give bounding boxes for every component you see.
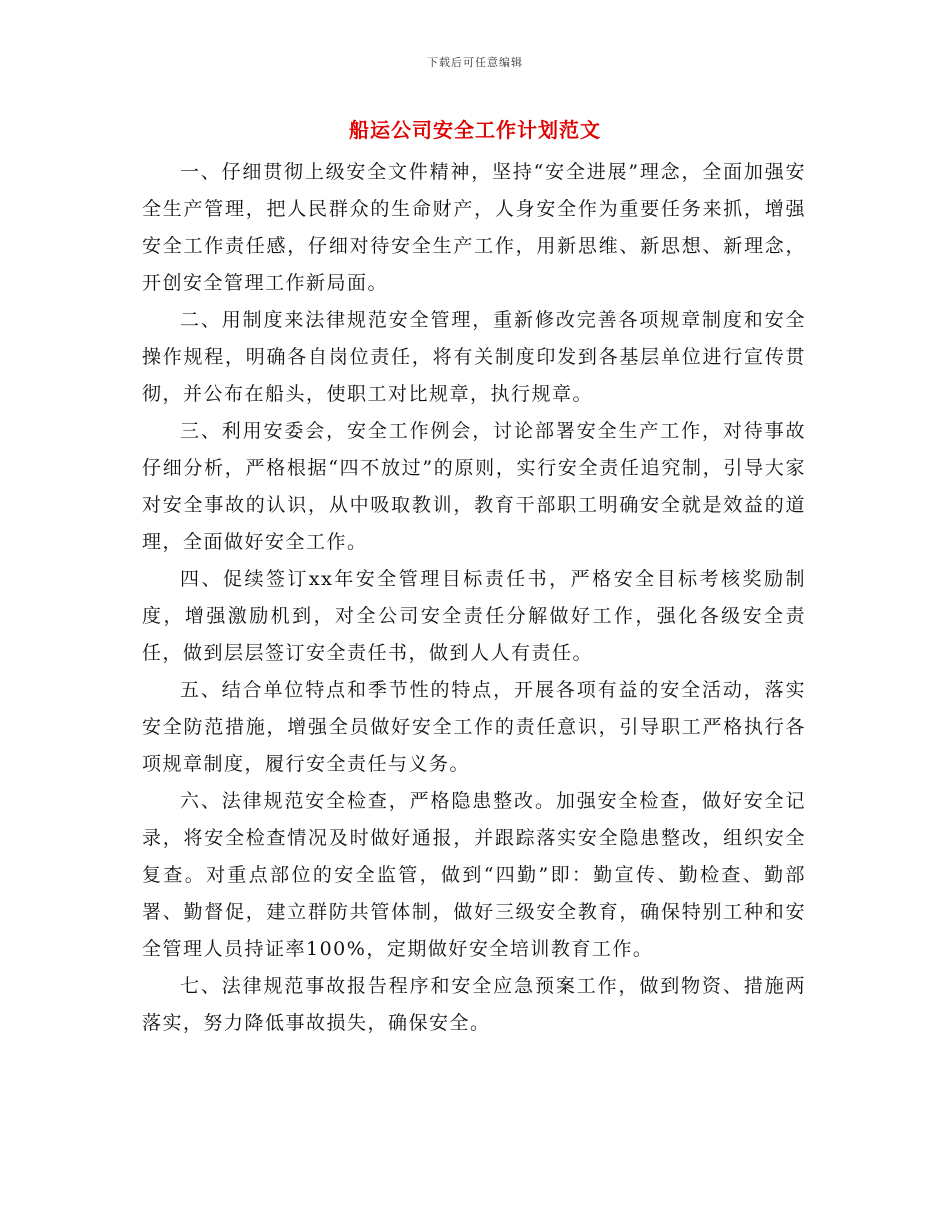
paragraph-1: 一、仔细贯彻上级安全文件精神，坚持“安全进展”理念，全面加强安全生产管理，把人民群众的生命财产，人身安全作为重要任务来抓，增强安全工作责任感，仔细对待安全生产工作，用新思维、新思想、新理念，开创安全管理工作新局面。 xyxy=(142,161,806,294)
paragraph-5: 五、结合单位特点和季节性的特点，开展各项有益的安全活动，落实安全防范措施，增强全员做好安全工作的责任意识，引导职工严格执行各项规章制度，履行安全责任与义务。 xyxy=(142,679,806,775)
document-body xyxy=(142,154,806,1042)
document-title: 船运公司安全工作计划范文 xyxy=(349,118,601,142)
header-note: 下载后可任意编辑 xyxy=(427,56,523,69)
paragraph-7: 七、法律规范事故报告程序和安全应急预案工作，做到物资、措施两落实，努力降低事故损失，确保安全。 xyxy=(142,975,806,1034)
paragraph-4: 四、促续签订xx年安全管理目标责任书，严格安全目标考核奖励制度，增强激励机到，对全公司安全责任分解做好工作，强化各级安全责任，做到层层签订安全责任书，做到人人有责任。 xyxy=(142,568,806,664)
paragraph-2: 二、用制度来法律规范安全管理，重新修改完善各项规章制度和安全操作规程，明确各自岗位责任，将有关制度印发到各基层单位进行宣传贯彻，并公布在船头，使职工对比规章，执行规章。 xyxy=(142,309,806,405)
paragraph-3: 三、利用安委会，安全工作例会，讨论部署安全生产工作，对待事故仔细分析，严格根据“四不放过”的原则，实行安全责任追究制，引导大家对安全事故的认识，从中吸取教训，教育干部职工明确安全就是效益的道理，全面做好安全工作。 xyxy=(142,420,806,553)
paragraph-6: 六、法律规范安全检查，严格隐患整改。加强安全检查，做好安全记录，将安全检查情况及时做好通报，并跟踪落实安全隐患整改，组织安全复查。对重点部位的安全监管，做到“四勤”即：勤宣传、勤检查、勤部署、勤督促，建立群防共管体制，做好三级安全教育，确保特别工种和安全管理人员持证率100%，定期做好安全培训教育工作。 xyxy=(142,790,806,960)
